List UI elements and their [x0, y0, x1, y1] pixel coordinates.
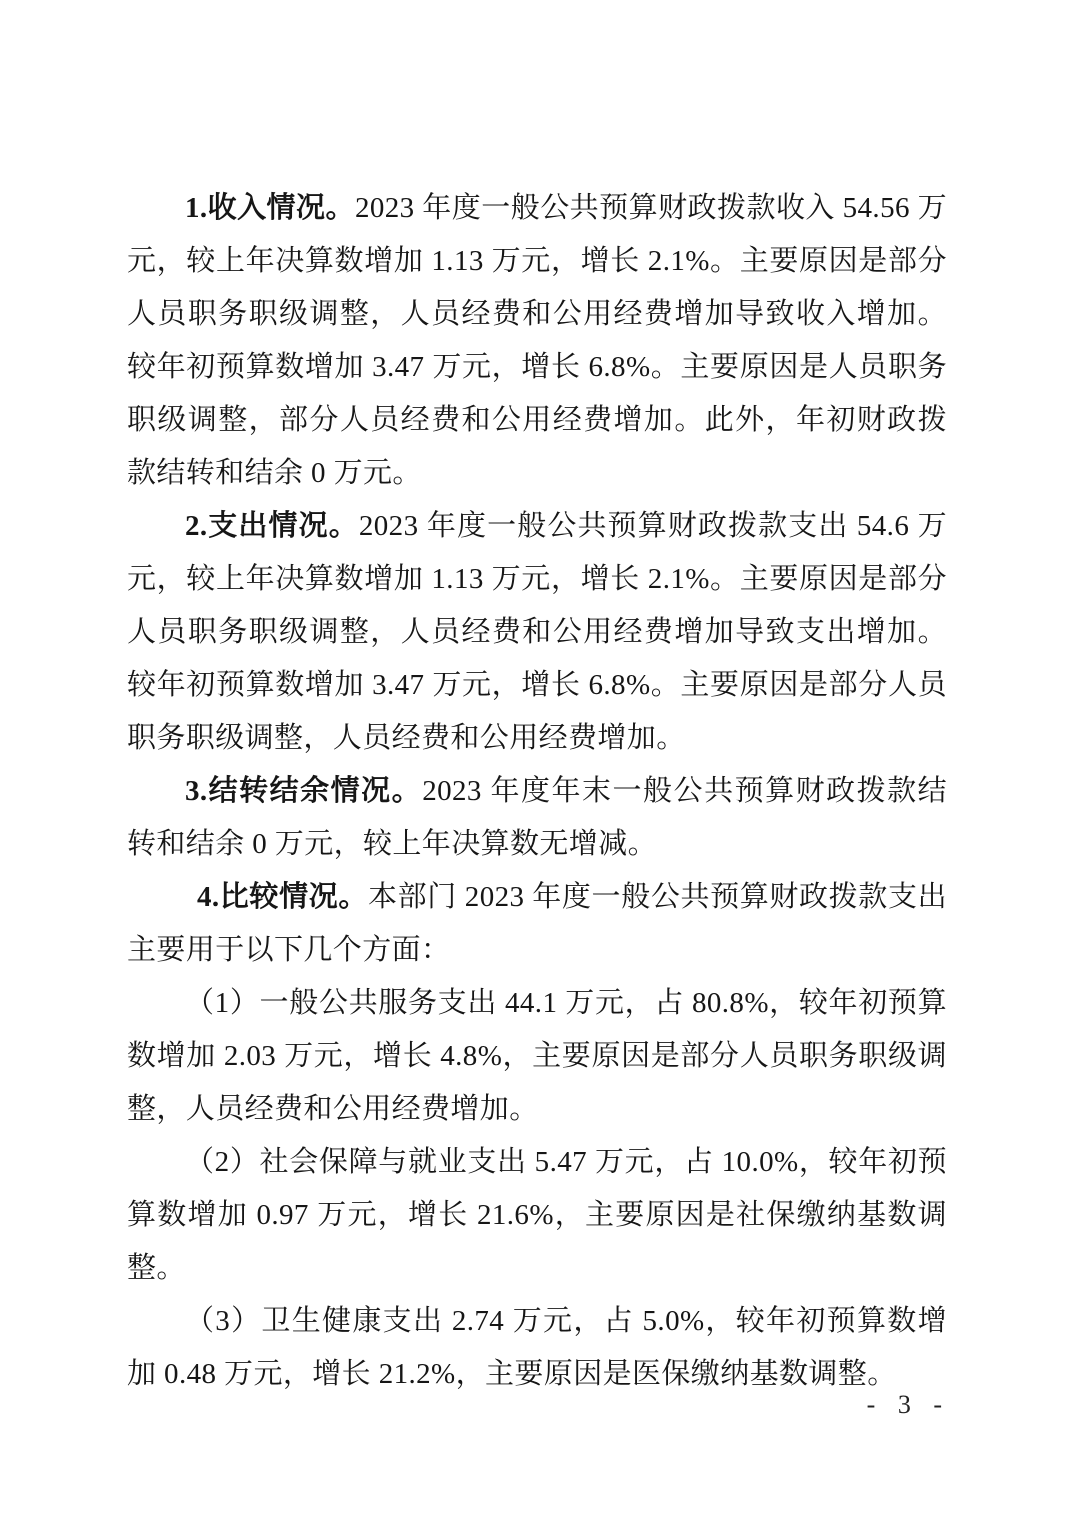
- section-heading-income: 1.收入情况。: [185, 192, 355, 224]
- paragraph-text: （1）一般公共服务支出 44.1 万元，占 80.8%，较年初预算数增加 2.03 万元，增长 4.8%，主要原因是部分人员职务职级调整，人员经费和公用经费增加。: [127, 987, 947, 1125]
- paragraph-comparison: [127, 871, 947, 977]
- page-number: - 3 -: [866, 1390, 945, 1419]
- paragraph-item-3: [127, 1295, 947, 1401]
- paragraph-text: （3）卫生健康支出 2.74 万元，占 5.0%，较年初预算数增加 0.48 万元，增长 21.2%，主要原因是医保缴纳基数调整。: [127, 1305, 947, 1390]
- paragraph-text: 2023 年度年末一般公共预算财政拨款结转和结余 0 万元，较上年决算数无增减。: [127, 775, 947, 860]
- paragraph-text: 2023 年度一般公共预算财政拨款支出 54.6 万元，较上年决算数增加 1.13 万元，增长 2.1%。主要原因是部分人员职务职级调整，人员经费和公用经费增加导致支出增加。较年初预算数增加 3.47 万元，增长 6.8%。主要原因是部分人员职务职级调整，人员经费和公用经费增加。: [127, 510, 947, 754]
- paragraph-carryover: [127, 765, 947, 871]
- section-heading-carryover: 3.结转结余情况。: [185, 775, 423, 807]
- paragraph-text: 2023 年度一般公共预算财政拨款收入 54.56 万元，较上年决算数增加 1.13 万元，增长 2.1%。主要原因是部分人员职务职级调整，人员经费和公用经费增加导致收入增加。较年初预算数增加 3.47 万元，增长 6.8%。主要原因是人员职务职级调整，部分人员经费和公用经费增加。此外，年初财政拨款结转和结余 0 万元。: [127, 192, 947, 489]
- text-body: [127, 182, 947, 1401]
- paragraph-income: [127, 182, 947, 500]
- paragraph-item-2: [127, 1136, 947, 1295]
- paragraph-text: （2）社会保障与就业支出 5.47 万元，占 10.0%，较年初预算数增加 0.97 万元，增长 21.6%，主要原因是社保缴纳基数调整。: [127, 1146, 947, 1284]
- section-heading-expenditure: 2.支出情况。: [185, 510, 359, 542]
- paragraph-item-1: [127, 977, 947, 1136]
- paragraph-expenditure: [127, 500, 947, 765]
- paragraph-text: 本部门 2023 年度一般公共预算财政拨款支出主要用于以下几个方面：: [127, 881, 947, 966]
- section-heading-comparison: 4.比较情况。: [197, 881, 368, 913]
